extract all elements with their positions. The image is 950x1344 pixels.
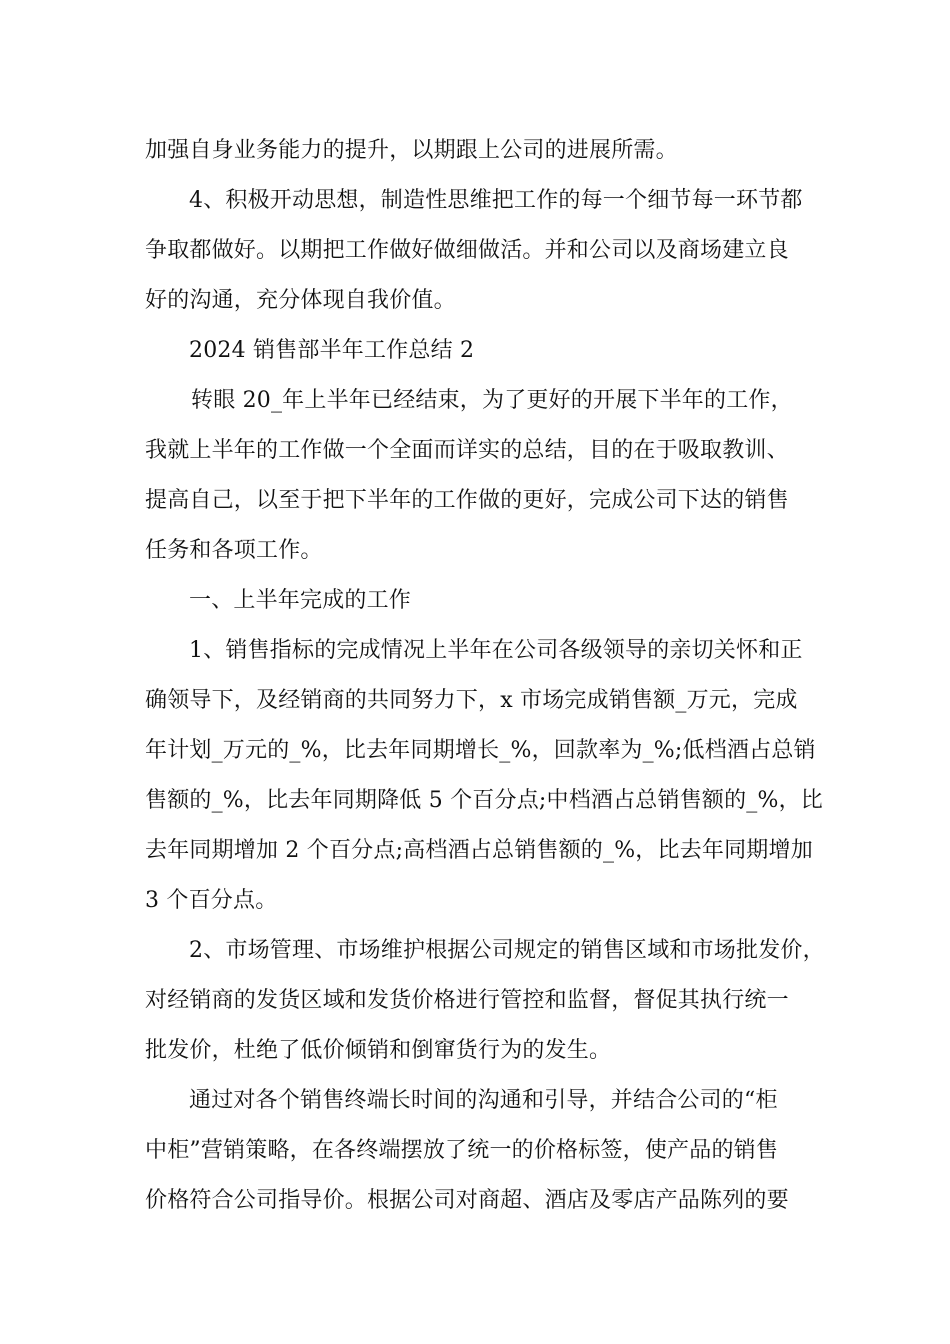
text-line: 任务和各项工作。	[145, 538, 323, 563]
text-line: 3 个百分点。	[145, 888, 278, 913]
text-line: 年计划_万元的_%，比去年同期增长_%，回款率为_%;低档酒占总销	[145, 738, 816, 763]
text-line: 通过对各个销售终端长时间的沟通和引导，并结合公司的“柜	[189, 1088, 778, 1113]
text-line: 确领导下，及经销商的共同努力下，x 市场完成销售额_万元，完成	[145, 688, 798, 713]
text-line: 提高自己，以至于把下半年的工作做的更好，完成公司下达的销售	[145, 488, 789, 513]
text-line: 去年同期增加 2 个百分点;高档酒占总销售额的_%，比去年同期增加	[145, 838, 813, 863]
text-line: 中柜”营销策略，在各终端摆放了统一的价格标签，使产品的销售	[145, 1138, 779, 1163]
subsection-heading: 一、上半年完成的工作	[189, 588, 412, 613]
text-line: 价格符合公司指导价。根据公司对商超、酒店及零店产品陈列的要	[145, 1188, 789, 1213]
text-line: 好的沟通，充分体现自我价值。	[145, 288, 456, 313]
text-line: 转眼 20_年上半年已经结束，为了更好的开展下半年的工作，	[191, 388, 793, 413]
text-line: 加强自身业务能力的提升，以期跟上公司的进展所需。	[145, 138, 678, 163]
text-line: 4、积极开动思想，制造性思维把工作的每一个细节每一环节都	[189, 188, 803, 213]
section-heading: 2024 销售部半年工作总结 2	[189, 338, 475, 363]
text-line: 售额的_%，比去年同期降低 5 个百分点;中档酒占总销售额的_%，比	[145, 788, 824, 813]
text-line: 批发价，杜绝了低价倾销和倒窜货行为的发生。	[145, 1038, 612, 1063]
text-line: 对经销商的发货区域和发货价格进行管控和监督，督促其执行统一	[145, 988, 789, 1013]
text-line: 我就上半年的工作做一个全面而详实的总结，目的在于吸取教训、	[145, 438, 789, 463]
text-line: 2、市场管理、市场维护根据公司规定的销售区域和市场批发价，	[189, 938, 825, 963]
text-line: 1、销售指标的完成情况上半年在公司各级领导的亲切关怀和正	[189, 638, 803, 663]
text-line: 争取都做好。以期把工作做好做细做活。并和公司以及商场建立良	[145, 238, 789, 263]
